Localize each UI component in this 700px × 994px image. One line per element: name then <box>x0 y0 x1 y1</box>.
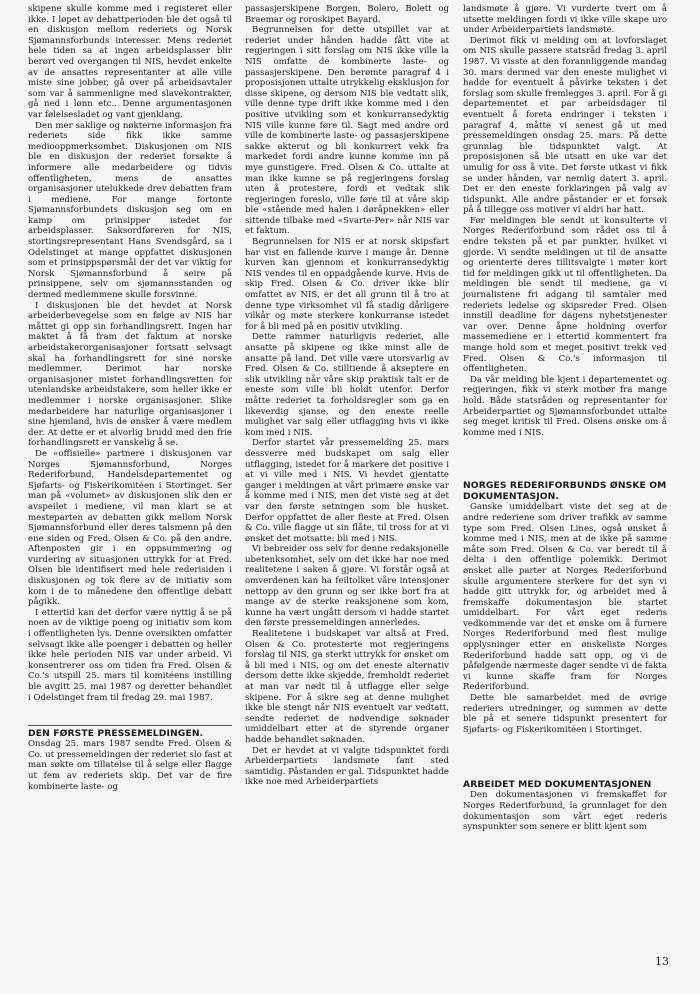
body-paragraph: Ganske umiddelbart viste det seg at de andre rederiene som driver trafikk av samme type som Fred. Olsen Lines, også ønsket å komme med i NIS, men at de ikke på samme måte som Fred. Olsen & Co. var beredt til å delta i den offentlige polemikk. Derimot ønsket alle parter at Norges Rederiforbund skulle argumentere sterkere for det syn vi hadde gitt uttrykk for, og arbeidet med å fremskaffe dokumentasjon ble startet umiddelbart. For vårt eget rederis vedkommende var det et ønske om å furnere Norges Rederiforbund med flest mulige opplysninger etter en ønskeliste Norges Rederiforbund hadde satt opp, og vi de påfølgende nærmeste dager sendte vi de fakta vi kunne skaffe fram for Norges Rederiforbund. <box>463 502 667 693</box>
spacer <box>463 438 667 480</box>
body-paragraph: I ettertid kan det derfor være nyttig å se på noen av de viktige poeng og initiativ som kom i offentligheten lys. Denne oversikten omfatter selvsagt ikke alle poenger i debatten og heller ikke hele perioden NIS var under arbeid. Vi konsentrerer oss om tiden fra Fred. Olsen & Co.'s utspill 25. mars til komitéens instilling ble avgitt 25. mai 1987 og deretter behandlet i Odelstinget fram til fredag 29. mai 1987. <box>28 607 232 703</box>
body-paragraph: Begrunnelsen for NIS er at norsk skipsfart har vist en fallende kurve i mange år. Denne kurven kan gjennom et konkurransedyktig NIS vendes til en oppadgående kurve. Hvis de skip Fred. Olsen & Co. driver ikke blir omfattet av NIS, er det all grunn til å tro at denne type virksomhet vil få stadig dårligere vilkår og møte sterkere konkurranse istedet for å bli med på en positiv utvikling. <box>245 237 449 332</box>
page-number: 13 <box>655 955 669 968</box>
section-heading: ARBEIDET MED DOKUMENTASJONEN <box>463 779 652 791</box>
body-paragraph: Dette rammer naturligvis rederiet, alle ansatte på skipene og ikke minst alle de ansatte på land. Det ville være utorsvarlig av Fred. Olsen & Co. stilltiende å akseptere en slik utvikling når våre skip praktisk talt er de eneste som ville bli holdt utenfor. Derfor måtte rederiet ta forholdsregler som ga en likeverdig sjanse, og den eneste reelle mulighet var salg eller utflagging hvis vi ikke kom med i NIS. <box>245 332 449 438</box>
body-paragraph: Dette ble samarbeidet med de øvrige rederiers utredninger, og summen av dette ble på et senere tidspunkt presentert for Sjøfarts- og Fiskerikomitéen i Stortinget. <box>463 693 667 735</box>
spacer <box>463 735 667 779</box>
body-paragraph: Den mer saklige og nøkterne informasjon fra rederiets side fikk ikke samme mediooppmerksomhet. Diskusjonen om NIS ble en diskusjon der rederiet forsøkte å informere alle medarbeidere og tidvis offentligheten, mens de ansattes organisasjoner utelukkede drev debatten fram i mediene. For mange fortonte Sjømannsforbundets diskusjon seg om en kamp om prinsipper istedet for arbeidsplasser. Saksordføreren for NIS, stortingsrepresentant Hans Svendsgård, sa i Odelstinget at mange oppfattet diskusjonen som et prinsippspørsmål der det var viktig for Norsk Sjømannsforbund å seire på prinsippene, selv om sjømannsstanden og dermed medlemmene skulle forsvinne. <box>28 120 232 301</box>
text-column-middle <box>245 4 449 788</box>
body-paragraph: Onsdag 25. mars 1987 sendte Fred. Olsen & Co. ut pressemeldingen der rederiet slo fast at man søkte om tillatelse til å selge eller flagge ut fem av rederiets skip. Det var de fire kombinerte laste- og <box>28 739 232 792</box>
body-paragraph: Før meldingen ble sendt ut konsulterte vi Norges Rederiforbund som rådet oss til å endre teksten på et par punkter, hvilket vi gjorde. Vi sendte meldingen ut til de ansatte og orienterte deres tillitsvalgte i møter kort tid før meldingen gikk ut til offentligheten. Da meldingen ble sendt til mediene, ga vi journalistene fri adgang til samtaler med rederiets ledelse og skipsreder Fred. Olsen innstill deadline for dagens nyhetstjenester var over. Denne åpne holdning overfor massemediene er i ettertid kommentert fra mange hold som et meget positivt trekk ved Fred. Olsen & Co.'s informasjon til offentligheten. <box>463 215 667 375</box>
body-paragraph: skipene skulle komme med i registeret eller ikke. I løpet av debattperioden ble det også til en diskusjon mellom rederiets og Norsk Sjømannsforbunds interesser. Mens rederiet hele tiden sa at ingen arbeidsplasser blir berørt ved overgangen til NIS, hevdet enkelte av de ansattes representanter at alle ville miste sine jobber, gå over på arbeidsavtaler som var å sammenligne med slavekontrakter, gå ned i lønn etc.. Denne argumentasjonen var følelsesladet og vant gjenklang. <box>28 4 232 120</box>
body-paragraph: I diskusjonen ble det hevdet at Norsk arbeiderbevegelse som en følge av NIS har måttet gi opp sin forhandlingsrett. Ingen har maktet å få fram det faktum at norske arbeidstakerorganisasjoner fortsatt selvsagt skal ha forhandlingsrett for sine norske medlemmer. Derimot har norske organisasjoner mistet forhandlingsretten for utenlandske arbeidstakere, som heller ikke er medlemmer i norske organisasjoner. Slike medarbeidere har naturlige organisasjoner i sine hjemland, hvis de ønsker å være medlem der. At dette er et alvorlig brudd med den frie forhandlingsrett er vanskelig å se. <box>28 300 232 449</box>
section-heading: NORGES REDERIFORBUNDS ØNSKE OM DOKUMENTASJON. <box>463 480 667 503</box>
body-paragraph: Begrunnelsen for dette utspillet var at rederiet under hånden hadde fått vite at regjeringen i sitt forslag om NIS ikke ville la NIS omfatte de kombinerte laste- og passasjerskipene. Den berømte paragraf 4 i proposisjonen uttalte utrykkelig eksklusjon for disse skipene, og dersom NIS ble vedtatt slik, ville denne type drift ikke komme med i den positive utvikling som et konkurransedyktig NIS ville kunne føre til. Sagt med andre ord ville de kombinerte laste- og passasjerskipene sakke akterut og bli konkurrert vekk fra markedet fordi andre kunne komme inn på mye gunstigere. Fred. Olsen & Co. uttalte at man ikke kunne se på regjeringens forslag uten å protestere, fordi et vedtak slik regjeringen foreslo, ville føre til at våre skip ble «stående med halen i døråpnekken» eller sittende tilbake med «Svarte-Per» når NIS var et faktum. <box>245 25 449 237</box>
body-paragraph: De «offisielle» partnere i diskusjonen var Norges Sjømannsforbund, Norges Rederiforbund, Handelsdepartementet og Sjøfarts- og Fiskerikomitéen i Stortinget. Ser man på «volumet» av diskusjonen slik den er avspeilet i mediene, vil man klart se at mesteparten av debatten gikk mellom Norsk Sjømannsforbund eller deres talsmenn på den ene siden og Fred. Olsen & Co. på den andre. Aftenposten gir i en oppsummering og vurdering av situasjonen uttrykk for at Fred. Olsen ble identifisert med hele rederisiden i diskusjonen og tok flere av de initiativ som kom i de to månedene den offentlige debatt pågikk. <box>28 448 232 608</box>
section-divider <box>28 725 232 726</box>
body-paragraph: Det er hevdet at vi valgte tidspunktet fordi Arbeiderpartiets landsmøte fant sted samtidig. Påstanden er gal. Tidspunktet hadde ikke noe med Arbeiderpartiets <box>245 745 449 788</box>
body-paragraph: Da vår melding ble kjent i departementet og regjeringen, fikk vi sterk motbør fra mange hold. Både statsråden og representanter for Arbeiderpartiet og Sjømannsforbundet uttalte seg meget kritisk til Fred. Olsens ønske om å komme med i NIS. <box>463 374 667 438</box>
body-paragraph: landsmøte å gjøre. Vi vurderte tvert om å utsette meldingen fordi vi ikke ville skape uro under Arbeiderpartiets landsmøte. <box>463 4 667 36</box>
body-paragraph: Derfor startet vår pressemelding 25. mars dessverre med budskapet om salg eller utflagging, istedet for å markere det positive i at vi ville med i NIS. Vi hevdet gjentatte ganger i meldingen at vårt primære ønske var å komme med i NIS, men det viste seg at det var den første setningen som ble husket. Derfor oppfattet de aller fleste at Fred. Olsen & Co. ville flagge ut sin flåte, til tross for at vi ønsket det motsatte: bli med i NIS. <box>245 438 449 544</box>
body-paragraph: Vi bebreider oss selv for denne redaksjonelle ubetenksomhet, selv om det ikke har noe med realitetene i saken å gjøre. Vi forstår også at omverdenen kan ha feiltolket våre intensjoner nettopp av den grunn og ser ikke bort fra at mange av de sterke reaksjonene som kom, kunne ha vært ungått dersom vi hadde startet den første pressemeldingen annerledes. <box>245 544 449 629</box>
body-paragraph: Derimot fikk vi melding om at lovforslaget om NIS skulle passere statsråd fredag 3. april 1987. Vi visste at den forannliggende mandag 30. mars dermed var den eneste mulighet vi hadde for eventuelt å påvirke teksten i det forslag som skulle fremlegges 3. april. For å gi departementet et par arbeidsdager til eventuelt å foreta endringer i teksten i paragraf 4, måtte vi senest gå ut med pressemeldingen onsdag 25. mars. På dette grunnlag ble tidspunktet valgt. At proposisjonen så ble utsatt en uke var det umulig for oss å vite. Det første utkast vi fikk se under hånden, var nemlig datert 3. april. Det er den eneste forklaringen på valg av tidspunkt. Alle andre påstander er et forsøk på å tillegge oss motiver vi aldri har hatt. <box>463 35 667 216</box>
text-column-left <box>28 4 232 792</box>
body-paragraph: passasjerskipene Borgen, Bolero, Bolett og Braemar og roroskipet Bayard. <box>245 4 449 25</box>
body-paragraph: Realitetene i budskapet var altså at Fred. Olsen & Co. protesterte mot regjeringens forslag til NIS, ga sterkt uttrykk for ønsket om å bli med i NIS, og om det eneste alternativ dersom dette ikke skjedde, fremholdt rederiet at man var nødt til å utflagge eller selge skipene. For å sikre seg at denne mulighet ikke ble stengt når NIS eventuelt var vedtatt, sendte rederiet de nødvendige søknader umiddelbart etter at de styrende organer hadde behandlet søknaden. <box>245 629 449 745</box>
spacer <box>28 703 232 725</box>
section-heading: DEN FØRSTE PRESSEMELDINGEN. <box>28 728 204 740</box>
body-paragraph: Den dokumentasjonen vi fremskaffet for Norges Rederiforbund, la grunnlaget for den dokumentasjon som vårt eget rederis synspunkter som senere er blitt kjent som <box>463 790 667 833</box>
text-column-right <box>463 4 667 833</box>
